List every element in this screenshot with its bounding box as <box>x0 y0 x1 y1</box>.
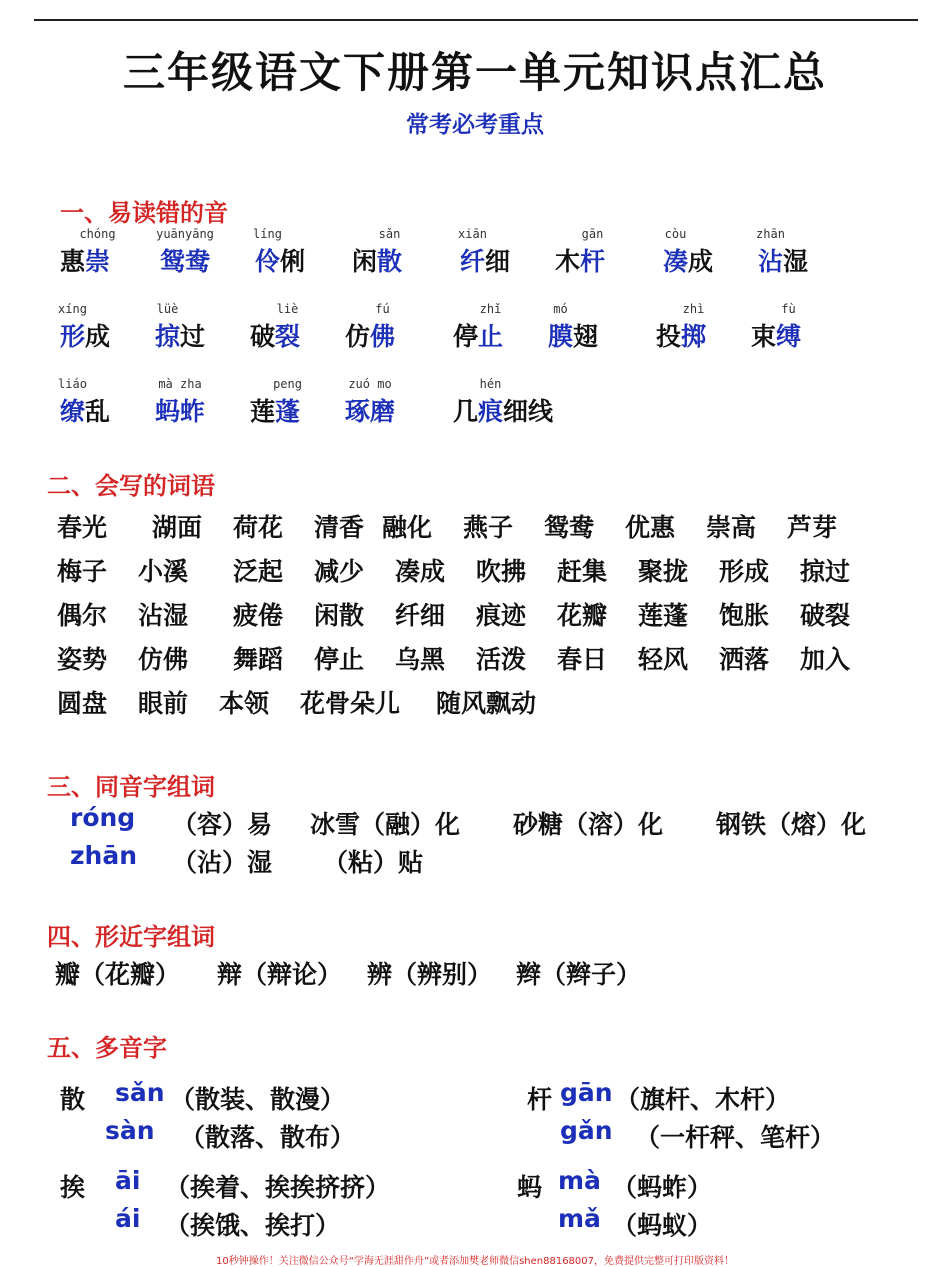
pinyin-word <box>656 302 707 353</box>
pinyin-annotation: hén <box>479 377 502 391</box>
word-plain-part: 俐 <box>280 247 306 276</box>
polyphone-words: （蚂蚁） <box>612 1211 713 1240</box>
pinyin-annotation: mó <box>553 302 568 316</box>
word-plain-part: 翅 <box>573 322 599 351</box>
polyphone-pinyin: sǎn <box>115 1078 165 1107</box>
pinyin-word <box>756 227 809 278</box>
vocab-word: 花骨朵儿 <box>300 689 401 718</box>
page-subtitle: 常考必考重点 <box>406 112 544 138</box>
vocab-word: 芦芽 <box>787 513 838 542</box>
polyphone-pinyin: ái <box>115 1204 141 1233</box>
word-highlight-part: 琢磨 zuó mo <box>345 377 396 426</box>
pinyin-annotation: zhān <box>756 227 785 241</box>
word-highlight-part: 凑 còu <box>663 227 689 276</box>
pinyin-word <box>663 227 714 278</box>
vocab-word: 吹拂 <box>476 557 527 586</box>
word-highlight-part: 沾 zhān <box>756 227 785 276</box>
vocab-word: 仿佛 <box>138 645 189 674</box>
pinyin-word <box>156 227 214 278</box>
pinyin-annotation: xíng <box>58 302 87 316</box>
pinyin-word <box>155 302 206 353</box>
vocab-word: 泛起 <box>233 557 284 586</box>
vocab-word: 莲蓬 <box>638 601 689 630</box>
vocab-word: 饱胀 <box>719 601 770 630</box>
pinyin-annotation: lüè <box>156 302 179 316</box>
vocab-word: 沾湿 <box>138 601 189 630</box>
vocab-word: 花瓣 <box>557 601 608 630</box>
vocab-word: 本领 <box>219 689 270 718</box>
word-plain-part: 成 <box>688 247 714 276</box>
section-1-title: 一、易读错的音 <box>60 199 228 227</box>
pinyin-annotation: líng <box>253 227 282 241</box>
word-highlight-part: 痕 hén <box>478 377 504 426</box>
vocab-word: 优惠 <box>625 513 676 542</box>
word-plain-part: 束 <box>751 322 777 351</box>
pinyin-word <box>555 227 606 278</box>
polyphone-char: 蚂 <box>517 1173 543 1202</box>
word-plain-part: 惠 <box>60 247 86 276</box>
vocab-word: 圆盘 <box>57 689 108 718</box>
vocab-word: 春日 <box>557 645 608 674</box>
word-plain-part: 投 <box>656 322 682 351</box>
word-highlight-part: 掠 lüè <box>155 302 181 351</box>
pinyin-annotation: xiān <box>458 227 487 241</box>
pinyin-annotation: sǎn <box>378 227 401 241</box>
polyphone-pinyin: mǎ <box>558 1204 601 1233</box>
word-plain-part: 仿 <box>345 322 371 351</box>
polyphone-pinyin: gǎn <box>560 1116 613 1145</box>
vocab-word: 眼前 <box>138 689 189 718</box>
section-4-title: 四、形近字组词 <box>47 923 215 951</box>
pinyin-word <box>250 377 302 428</box>
vocab-word: 湖面 <box>152 513 203 542</box>
pinyin-annotation: mà zha <box>158 377 202 391</box>
vocab-word: 疲倦 <box>233 601 284 630</box>
word-highlight-part: 膜 mó <box>548 302 574 351</box>
polyphone-words: （挨饿、挨打） <box>165 1211 341 1240</box>
similar-char-word: 辫（辫子） <box>516 960 642 989</box>
polyphone-pinyin: sàn <box>105 1116 155 1145</box>
word-highlight-part: 止 zhǐ <box>478 302 504 351</box>
pinyin-word <box>751 302 802 353</box>
vocab-word: 乌黑 <box>395 645 446 674</box>
pinyin-annotation: còu <box>664 227 687 241</box>
word-plain-part: 乱 <box>85 397 111 426</box>
pinyin-annotation: chóng <box>79 227 116 241</box>
pinyin-word <box>352 227 403 278</box>
polyphone-words: （蚂蚱） <box>612 1173 713 1202</box>
vocab-word: 偶尔 <box>57 601 108 630</box>
vocab-word: 轻风 <box>638 645 689 674</box>
section-3-title: 三、同音字组词 <box>47 773 215 801</box>
vocab-word: 掠过 <box>800 557 851 586</box>
similar-char-word: 瓣（花瓣） <box>55 960 181 989</box>
vocab-word: 纤细 <box>395 601 446 630</box>
word-plain-part: 停 <box>453 322 479 351</box>
vocab-word: 闲散 <box>314 601 365 630</box>
word-plain-part: 破 <box>250 322 276 351</box>
vocab-word: 加入 <box>800 645 851 674</box>
word-highlight-part: 纤 xiān <box>458 227 487 276</box>
pinyin-word <box>458 227 511 278</box>
word-highlight-part: 鸳鸯 yuānyāng <box>156 227 214 276</box>
vocab-word: 崇高 <box>706 513 757 542</box>
pinyin-word <box>58 302 111 353</box>
word-plain-part: 细 <box>485 247 511 276</box>
word-highlight-part: 崇 chóng <box>79 227 116 276</box>
top-divider <box>34 19 918 21</box>
pinyin-annotation: yuānyāng <box>156 227 214 241</box>
vocab-word: 姿势 <box>57 645 108 674</box>
vocab-word: 聚拢 <box>638 557 689 586</box>
word-highlight-part: 形 xíng <box>58 302 87 351</box>
word-highlight-part: 佛 fú <box>370 302 396 351</box>
pinyin-word <box>60 227 116 278</box>
word-plain-part: 闲 <box>352 247 378 276</box>
section-2-title: 二、会写的词语 <box>47 472 215 500</box>
word-plain-part: 细线 <box>503 397 554 426</box>
pinyin-annotation: fù <box>781 302 796 316</box>
pinyin-word <box>453 302 504 353</box>
polyphone-char: 散 <box>60 1085 86 1114</box>
polyphone-pinyin: gān <box>560 1078 613 1107</box>
homophone-pinyin: zhān <box>70 841 138 870</box>
pinyin-annotation: gān <box>581 227 604 241</box>
vocab-word: 洒落 <box>719 645 770 674</box>
vocab-word: 破裂 <box>800 601 851 630</box>
pinyin-word <box>548 302 599 353</box>
pinyin-annotation: zuó mo <box>348 377 392 391</box>
word-plain-part: 几 <box>453 397 479 426</box>
vocab-word: 清香 <box>314 513 365 542</box>
homophone-pinyin: róng <box>70 803 136 832</box>
polyphone-words: （散落、散布） <box>180 1123 356 1152</box>
polyphone-words: （挨着、挨挨挤挤） <box>165 1173 391 1202</box>
homophone-word: （沾）湿 <box>172 848 273 877</box>
vocab-word: 梅子 <box>57 557 108 586</box>
similar-char-word: 辩（辩论） <box>217 960 343 989</box>
pinyin-annotation: liáo <box>58 377 87 391</box>
vocab-word: 停止 <box>314 645 365 674</box>
word-plain-part: 成 <box>85 322 111 351</box>
polyphone-pinyin: āi <box>115 1166 141 1195</box>
word-highlight-part: 散 sǎn <box>377 227 403 276</box>
vocab-word: 凑成 <box>395 557 446 586</box>
vocab-word: 荷花 <box>233 513 284 542</box>
word-highlight-part: 裂 liè <box>275 302 301 351</box>
vocab-word: 痕迹 <box>476 601 527 630</box>
pinyin-annotation: zhì <box>682 302 705 316</box>
word-highlight-part: 蚂蚱 mà zha <box>155 377 206 426</box>
polyphone-char: 杆 <box>527 1085 553 1114</box>
vocab-word: 鸳鸯 <box>544 513 595 542</box>
vocab-word: 春光 <box>57 513 108 542</box>
polyphone-words: （一杆秤、笔杆） <box>635 1123 836 1152</box>
vocab-word: 融化 <box>382 513 433 542</box>
homophone-word: （粘）贴 <box>323 848 424 877</box>
page-title: 三年级语文下册第一单元知识点汇总 <box>122 48 827 97</box>
homophone-word: 砂糖（溶）化 <box>513 810 664 839</box>
word-highlight-part: 伶 líng <box>253 227 282 276</box>
word-highlight-part: 掷 zhì <box>681 302 707 351</box>
pinyin-word <box>58 377 111 428</box>
pinyin-word <box>253 227 306 278</box>
vocab-word: 减少 <box>314 557 365 586</box>
polyphone-char: 挨 <box>60 1173 86 1202</box>
pinyin-word <box>155 377 206 428</box>
word-plain-part: 莲 <box>250 397 276 426</box>
pinyin-annotation: liè <box>276 302 299 316</box>
vocab-word: 活泼 <box>476 645 527 674</box>
section-5-title: 五、多音字 <box>47 1034 167 1062</box>
word-plain-part: 木 <box>555 247 581 276</box>
homophone-word: （容）易 <box>172 810 273 839</box>
polyphone-words: （散装、散漫） <box>170 1085 346 1114</box>
pinyin-word <box>250 302 301 353</box>
word-highlight-part: 缭 liáo <box>58 377 87 426</box>
homophone-word: 冰雪（融）化 <box>310 810 461 839</box>
footer-note: 10秒钟操作！关注微信公众号“学海无涯甜作舟”或者添加樊老师微信shen88168007，免费提供完整可打印版资料！ <box>215 1256 735 1267</box>
vocab-word: 燕子 <box>463 513 514 542</box>
pinyin-annotation: fú <box>375 302 390 316</box>
vocab-word: 形成 <box>719 557 770 586</box>
vocab-word: 舞蹈 <box>233 645 284 674</box>
word-highlight-part: 缚 fù <box>776 302 802 351</box>
vocab-word: 随风飘动 <box>436 689 537 718</box>
word-plain-part: 过 <box>180 322 206 351</box>
pinyin-word <box>345 377 396 428</box>
vocab-word: 小溪 <box>138 557 189 586</box>
pinyin-word <box>453 377 554 428</box>
polyphone-pinyin: mà <box>558 1166 601 1195</box>
word-highlight-part: 杆 gān <box>580 227 606 276</box>
homophone-word: 钢铁（熔）化 <box>716 810 867 839</box>
pinyin-word <box>345 302 396 353</box>
pinyin-annotation: zhǐ <box>479 302 502 316</box>
vocab-word: 赶集 <box>557 557 608 586</box>
word-highlight-part: 蓬 peng <box>273 377 302 426</box>
polyphone-words: （旗杆、木杆） <box>615 1085 791 1114</box>
pinyin-annotation: peng <box>273 377 302 391</box>
word-plain-part: 湿 <box>783 247 809 276</box>
similar-char-word: 辨（辨别） <box>367 960 493 989</box>
